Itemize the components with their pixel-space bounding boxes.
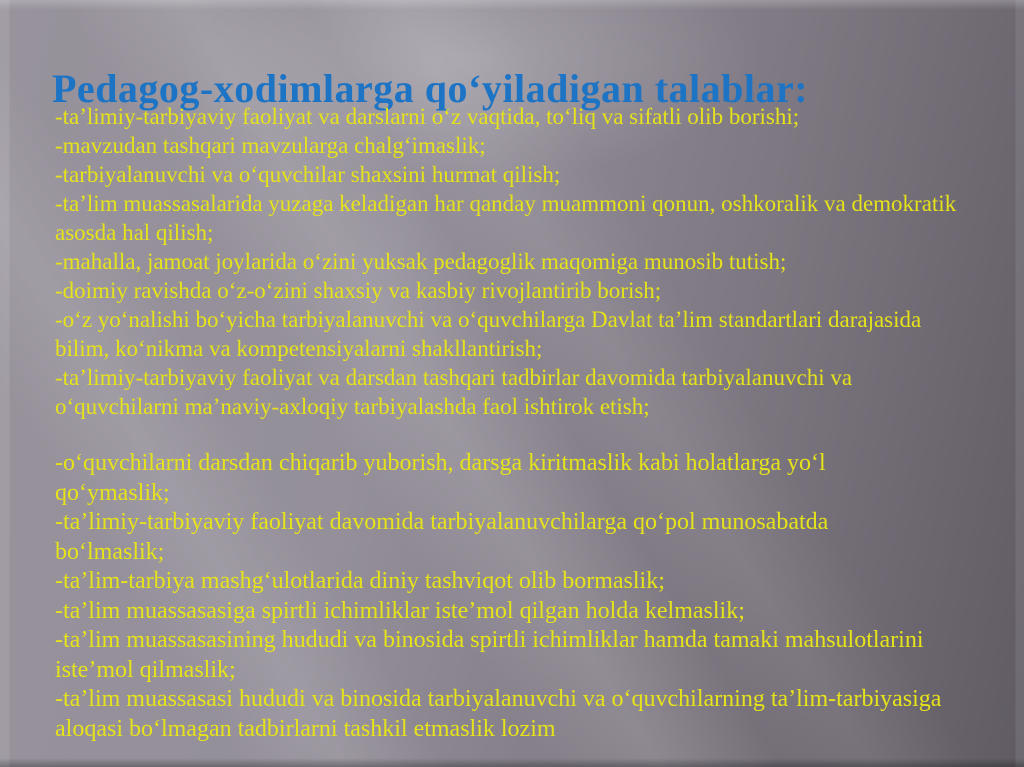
list-item: -taʼlim muassasasi hududi va binosida tarbiyalanuvchi va oʻquvchilarning taʼlim-tarbiyasiga aloqasi boʻlmagan tadbirlarni tashkil etmaslik lozim <box>55 686 942 742</box>
list-item: -oʻquvchilarni darsdan chiqarib yuborish, darsga kiritmaslik kabi holatlarga yoʻl qoʻymaslik; <box>55 450 826 506</box>
list-item: -taʼlim muassasalarida yuzaga keladigan har qanday muammoni qonun, oshkoralik va demokratik asosda hal qilish; <box>55 191 957 245</box>
list-item: -mavzudan tashqari mavzularga chalgʻimaslik; <box>55 133 486 158</box>
list-item: -taʼlim muassasasining hududi va binosida spirtli ichimliklar hamda tamaki mahsulotlarini isteʼmol qilmaslik; <box>55 627 924 683</box>
list-item: -doimiy ravishda oʻz-oʻzini shaxsiy va kasbiy rivojlantirib borish; <box>55 278 662 303</box>
list-item: -taʼlim-tarbiya mashgʻulotlarida diniy tashviqot olib bormaslik; <box>55 568 665 594</box>
requirements-list-primary <box>55 102 973 421</box>
list-item: -taʼlim muassasasiga spirtli ichimliklar isteʼmol qilgan holda kelmaslik; <box>55 597 745 624</box>
list-item: -taʼlimiy-tarbiyaviy faoliyat davomida tarbiyalanuvchilarga qoʻpol munosabatda boʻlmaslik; <box>55 509 829 565</box>
slide-title: Pedagog-xodimlarga qoʻyiladigan talablar: <box>52 65 809 111</box>
requirements-list-secondary <box>55 449 943 744</box>
list-item: -tarbiyalanuvchi va oʻquvchilar shaxsini hurmat qilish; <box>55 162 561 187</box>
list-item: -taʼlimiy-tarbiyaviy faoliyat va darslarni oʻz vaqtida, toʻliq va sifatli olib borishi; <box>55 104 800 129</box>
list-item: -mahalla, jamoat joylarida oʻzini yuksak pedagoglik maqomiga munosib tutish; <box>55 249 787 274</box>
list-item: -oʻz yoʻnalishi boʻyicha tarbiyalanuvchi va oʻquvchilarga Davlat taʼlim standartlari darajasida bilim, koʻnikma va kompetensiyalarni shakllantirish; <box>55 307 922 361</box>
list-item: -taʼlimiy-tarbiyaviy faoliyat va darsdan tashqari tadbirlar davomida tarbiyalanuvchi va oʻquvchilarni maʼnaviy-axloqiy tarbiyalashda faol ishtirok etish; <box>55 365 853 419</box>
